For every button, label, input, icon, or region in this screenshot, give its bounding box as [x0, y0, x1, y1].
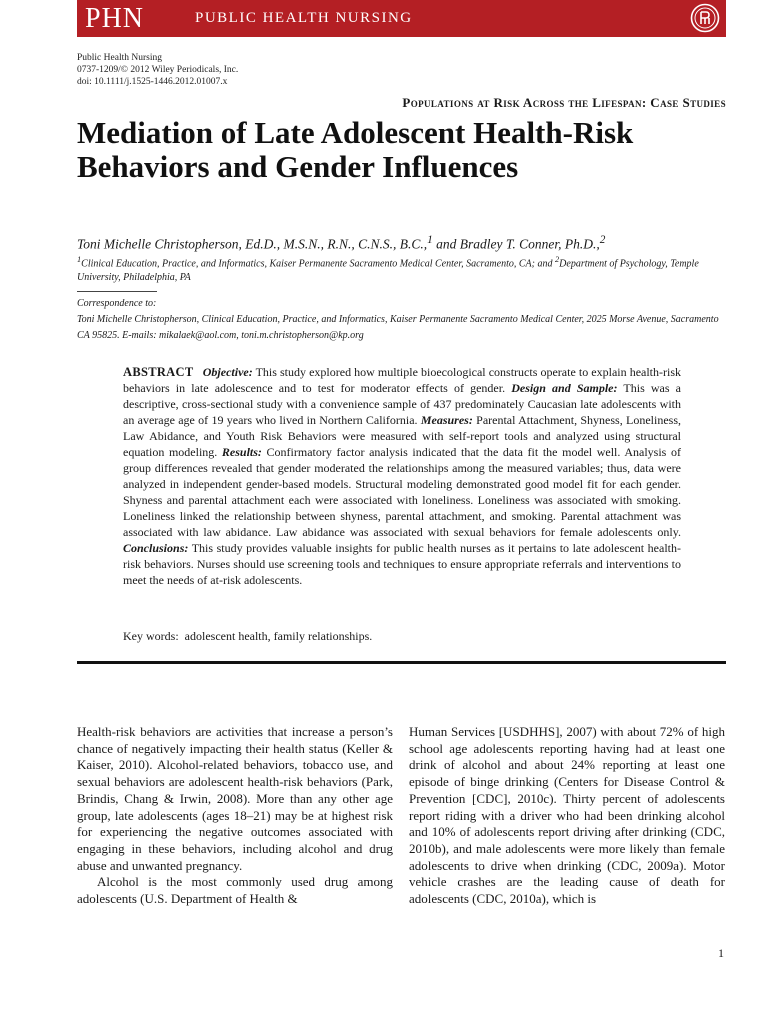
- article-title: Mediation of Late Adolescent Health-Risk Behaviors and Gender Influences: [77, 115, 634, 184]
- journal-meta-title: Public Health Nursing: [77, 53, 162, 63]
- body-paragraph: Health-risk behaviors are activities that increase a person’s chance of negatively impacting their health status (Keller & Kaiser, 2010). Alcohol-related behaviors, tobacco use, and sexual behaviors are adolescent health-risk behaviors (Park, Brindis, Chang & Irwin, 2008). More than any other age group, late adolescents (ages 18–21) may be at highest risk for experiencing the negative outcomes associated with engaging in these behaviors, including alcohol and drug abuse and unwanted pregnancy.: [77, 724, 393, 873]
- abstract-measures-label: Measures:: [420, 413, 473, 427]
- author-affiliation-marker: 2: [599, 234, 606, 246]
- author-name: Toni Michelle Christopherson, Ed.D., M.S.N., R.N., C.N.S., B.C.,: [77, 236, 428, 252]
- correspondence-text: Toni Michelle Christopherson, Clinical Education, Practice, and Informatics, Kaiser Permanente Sacramento Medical Center, 2025 Morse Avenue, Sacramento CA 95825. E-mails: mikalaek@aol.com, toni.m.christopherson@kp.org: [77, 314, 719, 341]
- correspondence-label: Correspondence to:: [77, 298, 157, 309]
- abstract-design-label: Design and Sample:: [511, 381, 618, 395]
- journal-meta-copyright: 0737-1209/© 2012 Wiley Periodicals, Inc.: [77, 65, 239, 75]
- body-column-right: [409, 724, 725, 908]
- abstract-measures: Parental Attachment, Shyness, Loneliness, Law Abidance, and Youth Risk Behaviors were measured with self-report tools and analyzed using structural equation modeling.: [123, 413, 681, 459]
- body-paragraph: Human Services [USDHHS], 2007) with about 72% of high school age adolescents reporting having had at least one drink of alcohol and about 24% reporting at least one episode of binge drinking (Centers for Disease Control & Prevention [CDC], 2010c). Thirty percent of adolescents report riding with a driver who had been drinking alcohol and 10% of adolescents report driving after drinking (CDC, 2010b), and male adolescents were more likely than female adolescents to drive when drinking (CDC, 2009a). Motor vehicle crashes are the leading cause of death for adolescents (CDC, 2010a), which is: [409, 724, 725, 907]
- keywords-text: adolescent health, family relationships.: [184, 629, 373, 643]
- keywords: [123, 628, 681, 644]
- abstract: [123, 364, 681, 588]
- journal-meta: [77, 52, 238, 88]
- affiliations: [77, 253, 717, 285]
- journal-banner: [77, 0, 726, 37]
- author-name: Bradley T. Conner, Ph.D.,: [459, 236, 600, 252]
- affiliation-text: Department of Psychology, Temple University, Philadelphia, PA: [77, 258, 699, 284]
- abstract-divider: [77, 661, 726, 664]
- abstract-objective-label: Objective:: [202, 365, 253, 379]
- correspondence: [77, 296, 727, 344]
- abstract-results: Confirmatory factor analysis indicated that the data fit the model well. Analysis of group differences revealed that gender moderated the relationships among the measured variables; thus, data were analyzed in independent gender-based models. Structural modeling demonstrated good model fit for each gender. Shyness and parental attachment each were associated with loneliness. Loneliness was associated with smoking. Loneliness linked the relationship between shyness, parental attachment, and smoking. Parental attachment was associated with law abidance. Law abidance was associated with sexual behaviors for female adolescents only.: [123, 445, 681, 539]
- abstract-conclusions: This study provides valuable insights for public health nurses as it pertains to late adolescent health-risk behaviors. Nurses should use screening tools and techniques to ensure appropriate referrals and interventions to meet the needs of at-risk adolescents.: [123, 541, 681, 587]
- abstract-conclusions-label: Conclusions:: [123, 541, 189, 555]
- journal-name: PUBLIC HEALTH NURSING: [195, 10, 413, 26]
- abstract-results-label: Results:: [221, 445, 262, 459]
- journal-emblem-icon: [690, 3, 720, 33]
- body-column-left: [77, 724, 393, 908]
- abstract-heading: ABSTRACT: [123, 365, 194, 379]
- body-paragraph: Alcohol is the most commonly used drug among adolescents (U.S. Department of Health &: [77, 874, 393, 907]
- journal-logo: PHN: [85, 3, 145, 34]
- affiliation-marker: 1: [77, 255, 82, 264]
- affiliation-marker: 2: [554, 255, 560, 264]
- journal-meta-doi: doi: 10.1111/j.1525-1446.2012.01007.x: [77, 77, 228, 87]
- affiliation-text: Clinical Education, Practice, and Informatics, Kaiser Permanente Sacramento Medical Center, Sacramento, CA; and: [81, 258, 555, 270]
- author-affiliation-marker: 1: [427, 234, 433, 246]
- abstract-design: This was a descriptive, cross-sectional study with a convenience sample of 437 predominately Caucasian late adolescents with an average age of 19 years who lived in Northern California.: [123, 381, 681, 427]
- correspondence-divider: [77, 291, 157, 292]
- section-heading: Populations at Risk Across the Lifespan: Case Studies: [402, 95, 726, 110]
- author-joiner: and: [432, 236, 460, 252]
- abstract-objective: This study explored how multiple bioecological constructs operate to explain health-risk behaviors in late adolescence and to test for moderator effects of gender.: [123, 365, 682, 395]
- keywords-label: Key words:: [123, 629, 179, 643]
- author-list: [77, 231, 717, 254]
- page-number: 1: [718, 946, 724, 960]
